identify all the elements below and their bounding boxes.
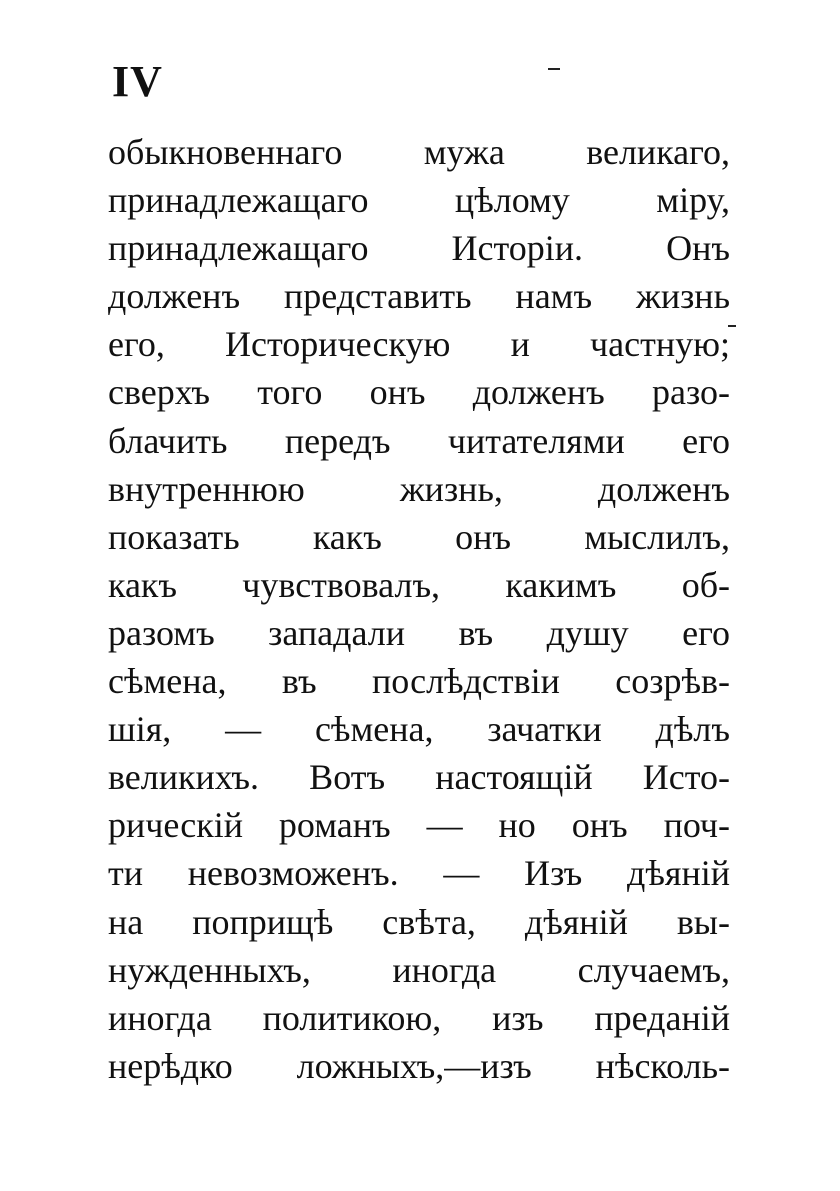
text-line: ти невозможенъ. — Изъ дѣяній <box>108 853 730 894</box>
text-line: сверхъ того онъ долженъ разо- <box>108 372 730 413</box>
page-number: IV <box>112 57 163 106</box>
text-line: иногда политикою, изъ преданій <box>108 997 730 1038</box>
text-line: обыкновеннаго мужа великаго, <box>108 132 730 172</box>
text-line: его, Историческую и частную; <box>108 324 730 365</box>
text-line: показать какъ онъ мыслилъ, <box>108 516 730 557</box>
text-line: внутреннюю жизнь, долженъ <box>108 468 730 509</box>
print-speck <box>548 68 560 70</box>
text-line: шія, — сѣмена, зачатки дѣлъ <box>108 709 730 750</box>
text-line: рическій романъ — но онъ поч- <box>108 805 730 846</box>
text-line: на поприщѣ свѣта, дѣяній вы- <box>108 901 730 942</box>
text-line: сѣмена, въ послѣдствіи созрѣв- <box>108 661 730 702</box>
text-line: разомъ западали въ душу его <box>108 612 730 653</box>
text-line: нерѣдко ложныхъ,—изъ нѣсколь- <box>108 1045 730 1086</box>
text-line: принадлежащаго Исторіи. Онъ <box>108 228 730 269</box>
text-line: какъ чувствовалъ, какимъ об- <box>108 564 730 605</box>
text-line: блачить передъ читателями его <box>108 420 730 461</box>
text-line: долженъ представить намъ жизнь <box>108 276 730 317</box>
body-text <box>108 128 730 1090</box>
text-line: принадлежащаго цѣлому міру, <box>108 180 730 221</box>
text-line: нужденныхъ, иногда случаемъ, <box>108 949 730 990</box>
text-line: великихъ. Вотъ настоящій Исто- <box>108 757 730 798</box>
